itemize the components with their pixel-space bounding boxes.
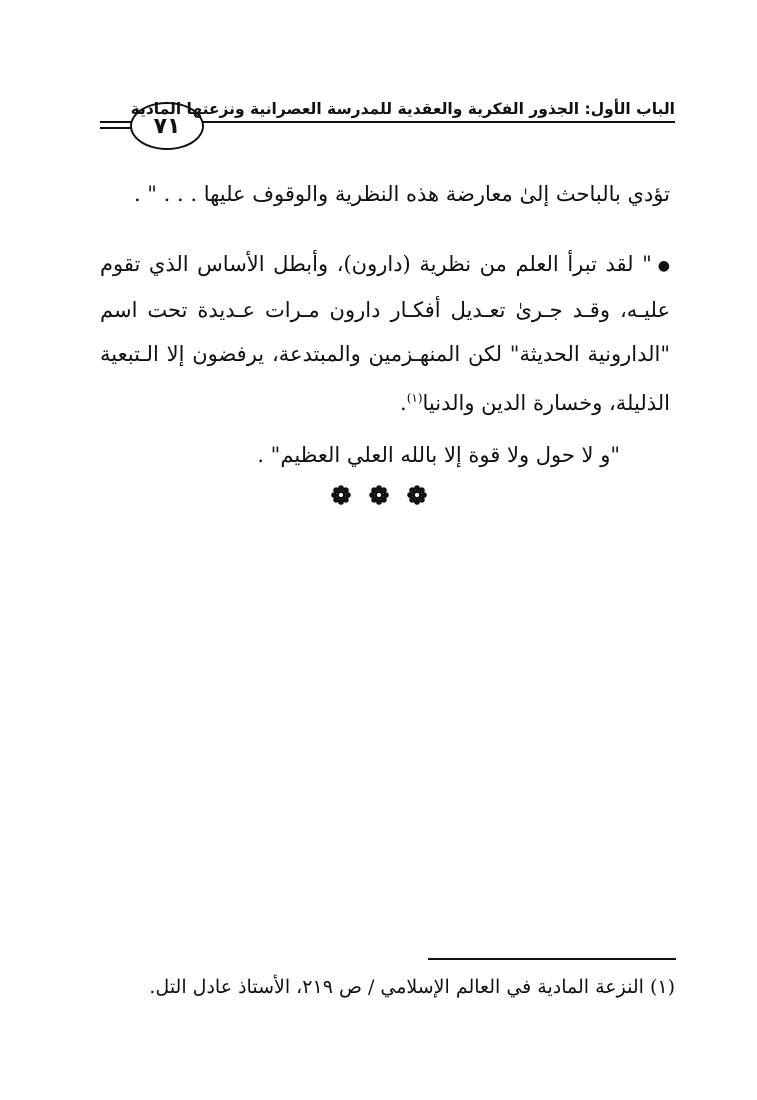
- quote-paragraph: [100, 242, 670, 425]
- quote-text: " لقد تبرأ العلم من نظرية (دارون)، وأبطل الأساس الذي تقوم عليـه، وقـد جـرىٰ تعـديل أفكـار دارون مـرات عـديدة تحت اسم "الدارونية الحديثة" لكن المنهـزمين والمبتدعة، يرفضون إلا الـتبعية الذليلة، وخسارة الدين والدنيا: [100, 252, 670, 415]
- flower-ornament-icon: [406, 484, 428, 506]
- bullet-icon: ●: [657, 257, 670, 274]
- main-text: [100, 172, 670, 477]
- footnote-reference[interactable]: (١): [406, 390, 423, 405]
- flower-ornament-icon: [330, 484, 352, 506]
- quote-end: .: [400, 390, 407, 415]
- continuation-line: تؤدي بالباحث إلىٰ معارضة هذه النظرية والوقوف عليها . . . " .: [133, 182, 670, 206]
- section-divider-ornaments: [0, 484, 757, 506]
- flower-ornament-icon: [368, 484, 390, 506]
- page-number: ٧١: [153, 113, 181, 139]
- closing-line: "و لا حول ولا قوة إلا بالله العلي العظيم" .: [257, 442, 620, 467]
- chapter-title: الباب الأول: الجذور الفكرية والعقدية للمدرسة العصرانية ونزعتها المادية: [130, 100, 675, 118]
- footnote: (١) النزعة المادية في العالم الإسلامي / ص ٢١٩، الأستاذ عادل التل.: [149, 976, 675, 998]
- page-header: [100, 96, 675, 160]
- footnote-separator: [428, 958, 676, 960]
